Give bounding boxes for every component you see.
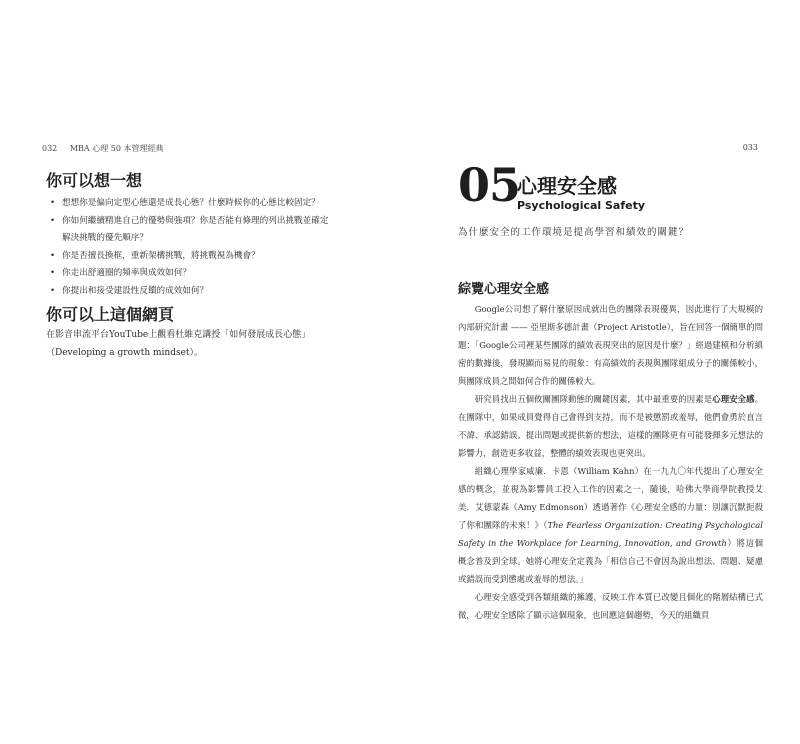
chapter-number: 05 <box>458 158 521 212</box>
page-number: 032 <box>42 144 58 153</box>
section-title-think: 你可以想一想 <box>46 171 143 190</box>
right-page <box>400 0 800 744</box>
emphasis: 心理安全感 <box>712 394 755 404</box>
paragraph: 組織心理學家威廉．卡恩（William Kahn）在一九九〇年代提出了心理安全感的概念，並視為影響員工投入工作的因素之一，隨後，哈佛大學商學院教授艾美．艾德蒙森（Amy Edmonson）透過著作《心理安全感的力量：別讓沉默扼殺了你和團隊的未來！》（The Fearless Organization: Creating Psychological Safety in the Workplace for Learning, Innovation, and Growth）將這個概念普及到全球。她將心理安全定義為「相信自己不會因為說出想法、問題、疑慮或錯誤而受到懲處或羞辱的想法。」 <box>458 466 764 584</box>
body-text <box>458 300 763 624</box>
paragraph: 心理安全感受到各類組織的擁護，反映工作本質已改變且個化的階層結構已式微，心理安全感除了顯示這個現象，也回應這個趨勢，今天的組織頁 <box>458 592 763 620</box>
paragraph: 研究員找出五個攸關團隊動態的關鍵因素，其中最重要的因素是心理安全感。在團隊中，如果成員覺得自己會得到支持，而不是被懲罰或羞辱，他們會勇於直言不諱、承認錯誤、提出問題或提供新的想法，這樣的團隊更有可能發揮多元想法的影響力，創造更多收益，整體的績效表現也更突出。 <box>458 394 764 458</box>
running-header <box>42 143 173 154</box>
list-item: • 你是否擅長換框，重新架構挑戰，將挑戰視為機會？ <box>50 248 370 266</box>
list-item: • 你提出和接受建設性反饋的成效如何？ <box>50 283 370 301</box>
section-title-overview: 綜覽心理安全感 <box>458 282 550 297</box>
list-item: • 你走出舒適圈的頻率與成效如何？ <box>50 265 370 283</box>
paragraph: Google公司想了解什麼原因成就出色的團隊表現優異，因此進行了大規模的內部研究計畫 —— 亞里斯多德計畫（Project Aristotle），旨在回答一個簡單的問題：「Google公司裡某些團隊的績效表現突出的原因是什麼？」經過建模和分析縝密的數據後，發現顯而易見的現象：有高績效的表現與團隊組成分子的關係較小，與團隊成員之間如何合作的關係較大。 <box>458 304 764 386</box>
section-title-web: 你可以上這個網頁 <box>46 305 175 324</box>
book-title-english: The Fearless Organization: Creating Psychological Safety in the Workplace for Learning, Innovation, and Growth <box>458 520 763 548</box>
web-resource-text: 在影音串流平台YouTube上觀看杜維克講授「如何發展成長心態」（Developing a growth mindset）。 <box>46 330 311 358</box>
chapter-title: 心理安全感 <box>517 174 617 198</box>
reflection-list <box>50 195 370 300</box>
list-item: • 你如何繼續精進自己的優勢與強項？你是否能有條理的列出挑戰並確定 <box>50 213 370 231</box>
running-title: MBA 心理 50 本管理經典 <box>69 144 164 153</box>
list-item-continuation: 解決挑戰的優先順序？ <box>62 233 148 243</box>
list-item: • 想想你是偏向定型心態還是成長心態？什麼時候你的心態比較固定？ <box>50 195 370 213</box>
page-number: 033 <box>742 143 758 152</box>
chapter-title-english: Psychological Safety <box>517 199 646 212</box>
chapter-subtitle: 為什麼安全的工作環境是提高學習和績效的關鍵？ <box>458 227 690 238</box>
